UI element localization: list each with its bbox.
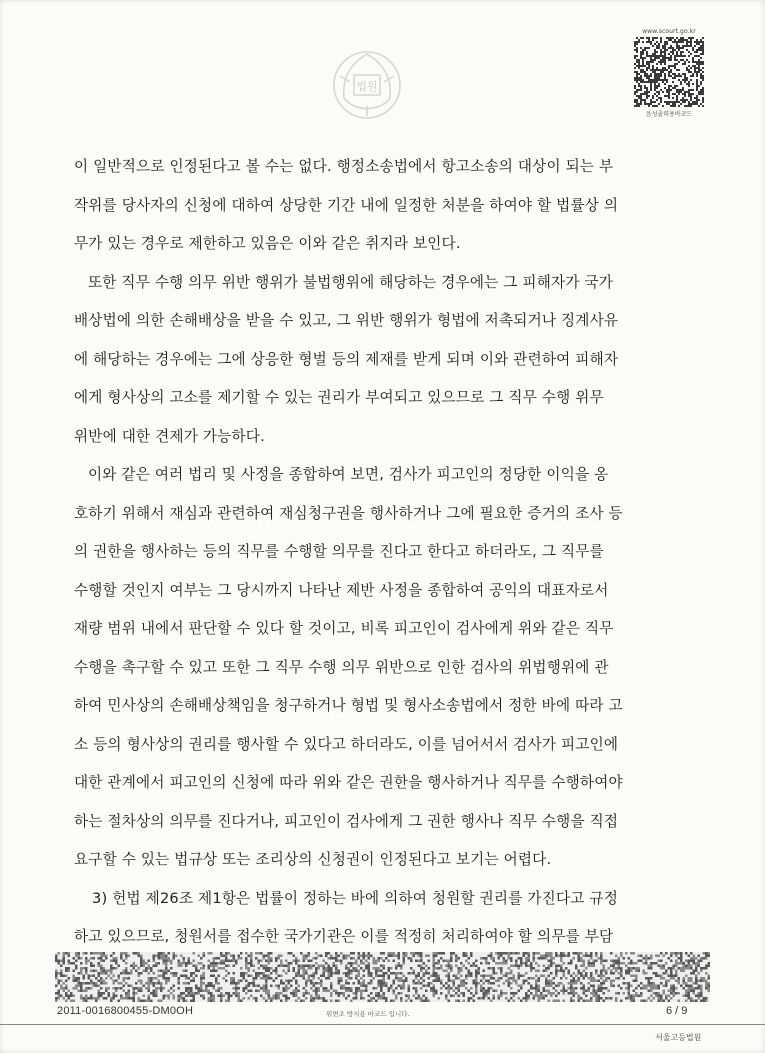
text-line: 무가 있는 경우로 제한하고 있음은 이와 같은 취지라 보인다. — [74, 235, 461, 252]
document-id: 2011-0016800455-DM0OH — [57, 1005, 194, 1017]
emblem-text: 법원 — [356, 80, 378, 93]
text-line: 소 등의 형사상의 권리를 행사할 수 있다고 하더라도, 이를 넘어서서 검사가 피고인에 — [74, 735, 619, 753]
text-line: 수행할 것인지 여부는 그 당시까지 나타난 제반 사정을 종합하여 공익의 대표자로서 — [74, 581, 609, 599]
text-line: 위반에 대한 견제가 가능하다. — [74, 427, 265, 445]
text-line: 배상법에 의한 손해배상을 받을 수 있고, 그 위반 행위가 형법에 저촉되거나 징계사유 — [74, 312, 619, 329]
text-line: 3) 헌법 제26조 제1항은 법률이 정하는 바에 의하여 청원할 권리를 가진다고 규정 — [92, 889, 618, 907]
text-line: 의 권한을 행사하는 등의 직무를 수행할 의무를 진다고 한다고 하더라도, 그 직무를 — [74, 543, 604, 560]
page-number: 6 / 9 — [666, 1005, 688, 1017]
text-line: 하고 있으므로, 청원서를 접수한 국가기관은 이를 적정히 처리하여야 할 의무를 부담 — [74, 928, 614, 945]
text-line: 또한 직무 수행 의무 위반 행위가 불법행위에 해당하는 경우에는 그 피해자가 국가 — [88, 273, 614, 291]
text-line: 이 일반적으로 인정된다고 볼 수는 없다. 행정소송법에서 항고소송의 대상이 되는 부 — [74, 158, 614, 175]
text-line: 하는 절차상의 의무를 진다거나, 피고인이 검사에게 그 권한 행사나 직무 수행을 직접 — [74, 812, 619, 830]
text-line: 호하기 위해서 재심과 관련하여 재심청구권을 행사하거나 그에 필요한 증거의 조사 등 — [74, 504, 623, 522]
anti-forgery-barcode-icon — [55, 952, 710, 1002]
text-line: 이와 같은 여러 법리 및 사정을 종합하여 보면, 검사가 피고인의 정당한 이익을 옹 — [88, 466, 609, 483]
verification-barcode-block — [634, 28, 704, 118]
court-emblem-icon — [330, 48, 404, 122]
text-line: 에 해당하는 경우에는 그에 상응한 형벌 등의 제재를 받게 되며 이와 관련하여 피해자 — [74, 350, 619, 368]
text-line: 수행을 촉구할 수 있고 또한 그 직무 수행 의무 위반으로 인한 검사의 위법행위에 관 — [74, 658, 609, 676]
text-line: 작위를 당사자의 신청에 대하여 상당한 기간 내에 일정한 처분을 하여야 할 법률상 의 — [74, 196, 619, 214]
text-line: 요구할 수 있는 법규상 또는 조리상의 신청권이 인정된다고 보기는 어렵다. — [74, 851, 552, 868]
text-line: 하여 민사상의 손해배상책임을 청구하거나 형법 및 형사소송법에서 정한 바에 따라 고 — [74, 697, 623, 714]
barcode-caption: 음성졸력용바코드 — [645, 111, 693, 118]
document-body — [74, 148, 676, 957]
qr-code-icon — [634, 37, 704, 107]
barcode-note: 위변조 방지용 바코드 입니다. — [326, 1010, 410, 1018]
text-line: 대한 관계에서 피고인의 신청에 따라 위와 같은 권한을 행사하거나 직무를 수행하여야 — [74, 774, 623, 791]
court-name: 서울고등법원 — [655, 1033, 702, 1042]
text-line: 에게 형사상의 고소를 제기할 수 있는 권리가 부여되고 있으므로 그 직무 수행 위무 — [74, 389, 604, 406]
footer-divider — [0, 1024, 765, 1025]
site-url: www.scourt.go.kr — [642, 28, 696, 35]
text-line: 재량 범위 내에서 판단할 수 있다 할 것이고, 비록 피고인이 검사에게 위와 같은 직무 — [74, 620, 614, 637]
